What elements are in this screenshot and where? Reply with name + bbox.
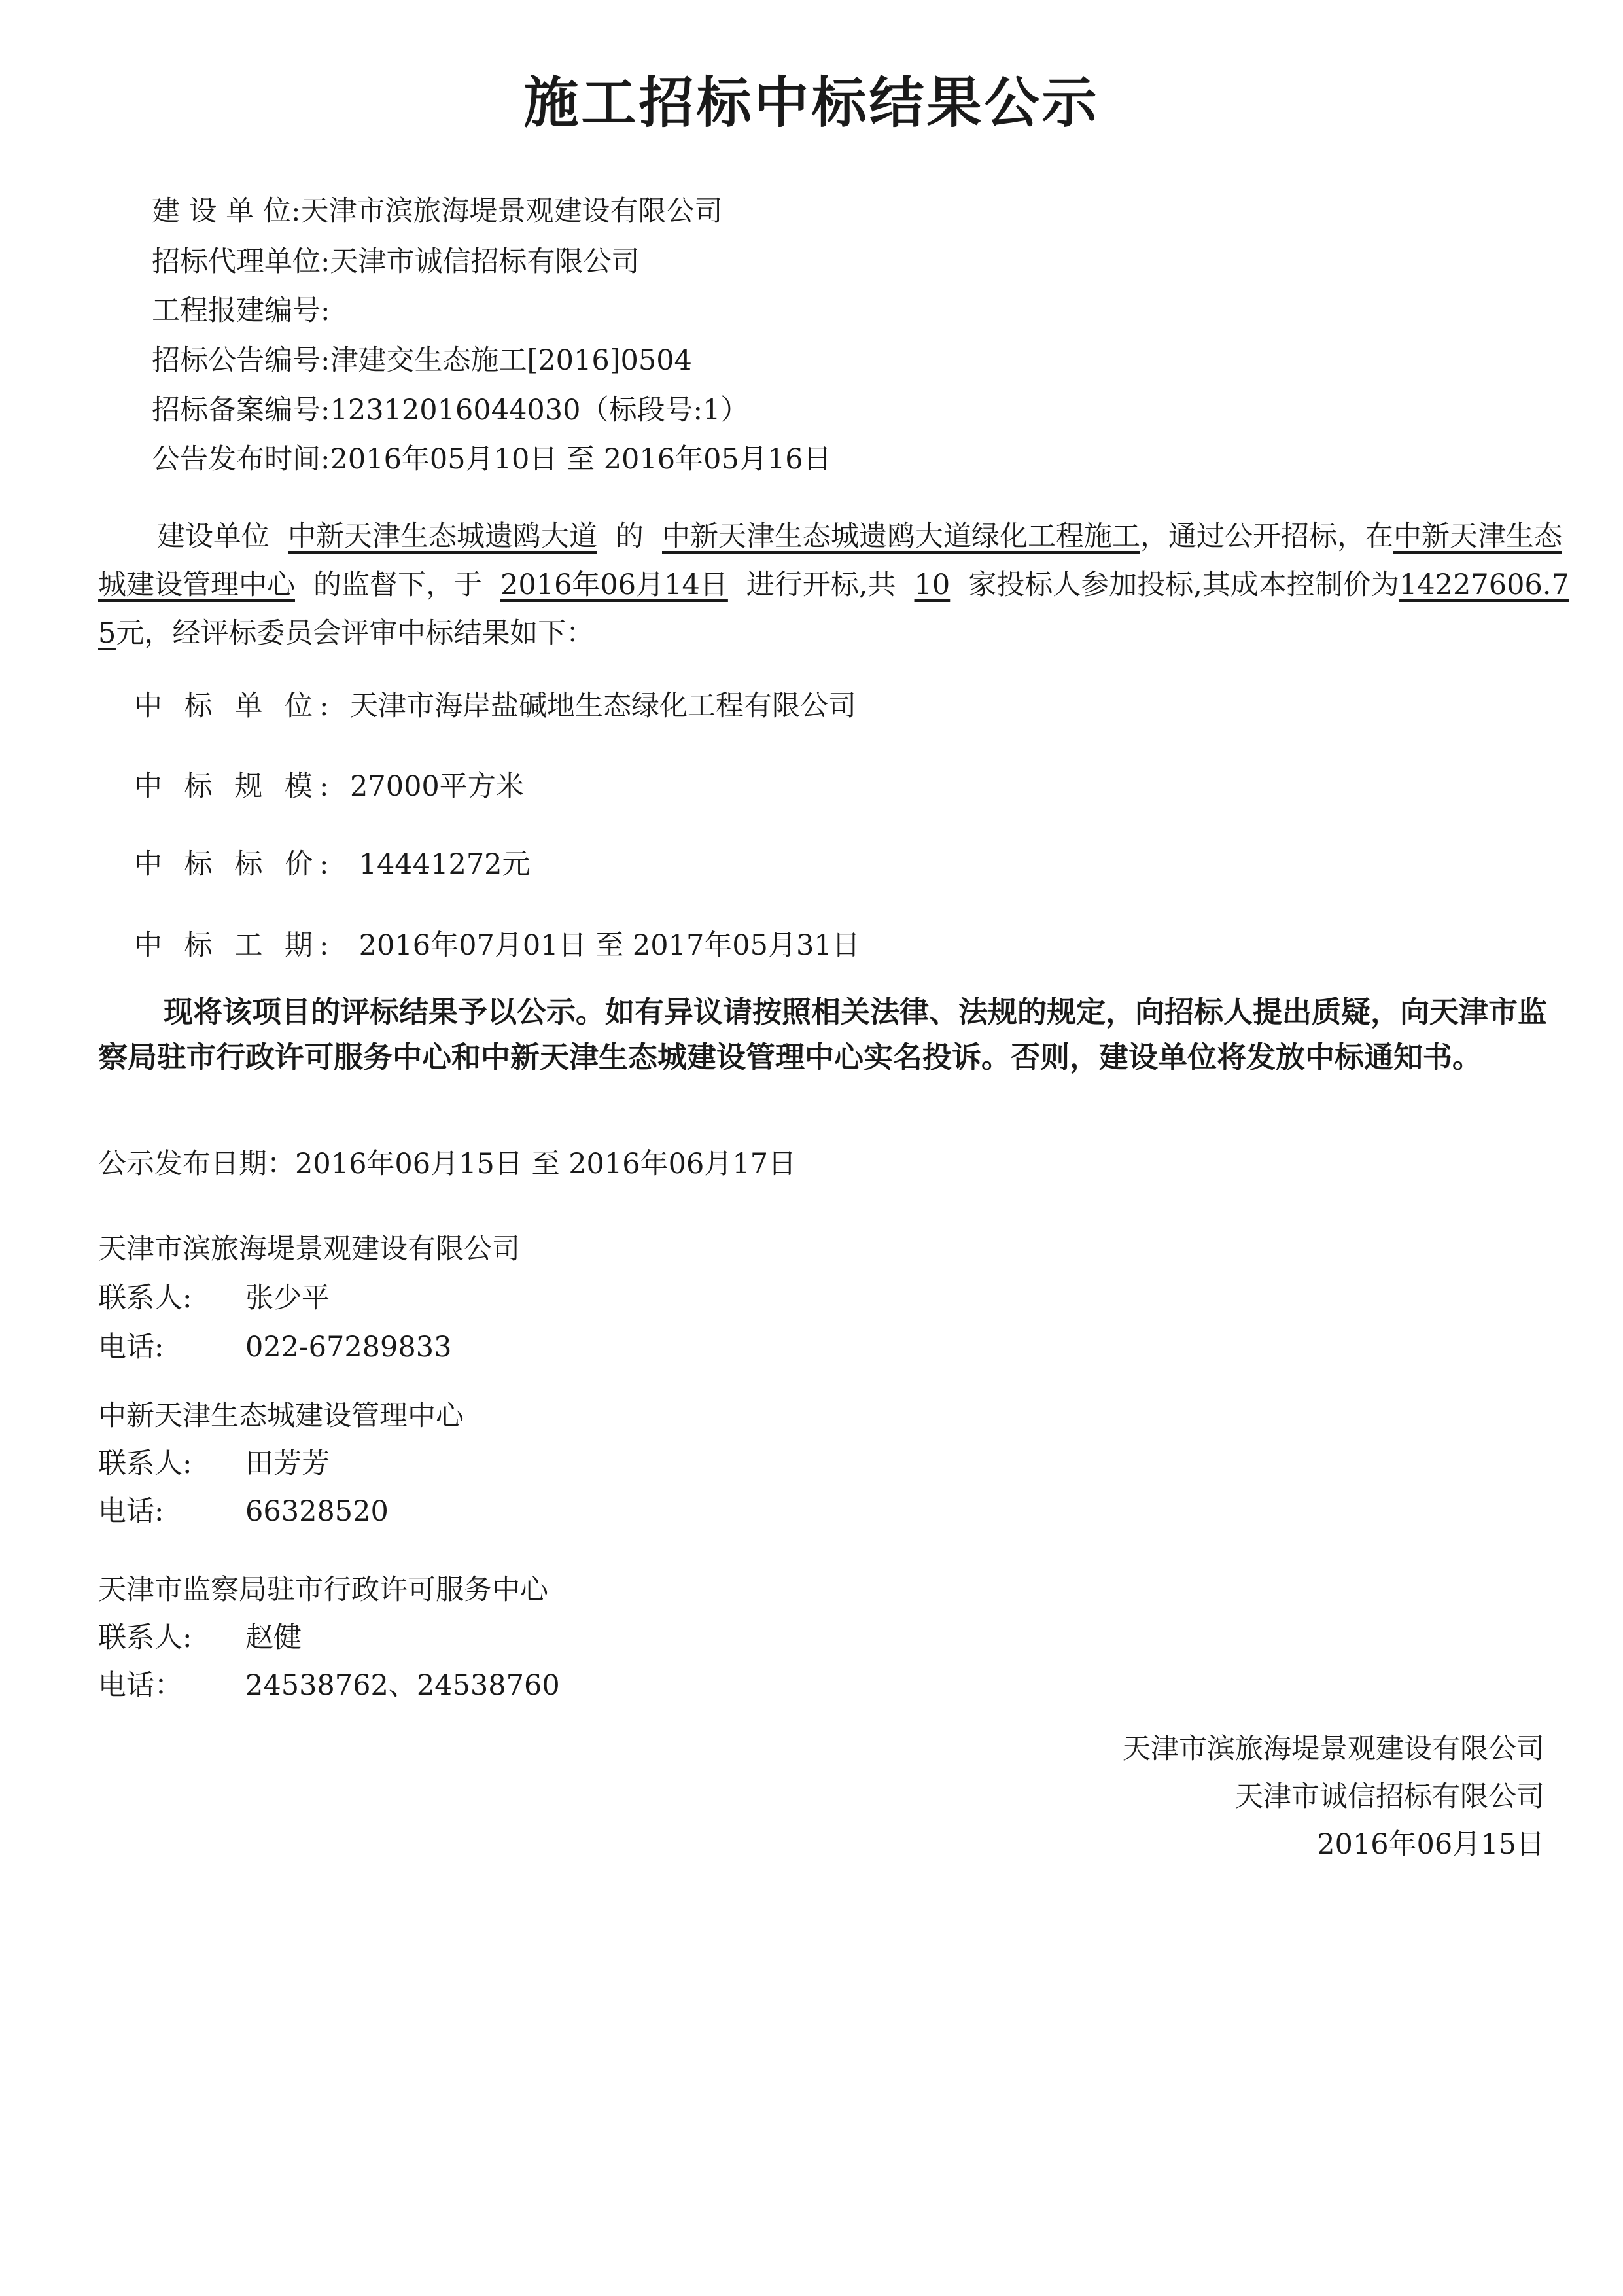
contact-person: 张少平 xyxy=(245,1282,330,1315)
result-label: 中 标 标 价: xyxy=(134,848,336,881)
field-value: 天津市滨旅海堤景观建设有限公司 xyxy=(300,195,723,228)
intro-text: ，通过公开招标，在 xyxy=(1140,520,1393,553)
intro-text: 进行开标,共 xyxy=(746,569,896,601)
contact-block-supervisor xyxy=(98,1392,464,1536)
field-value: 津建交生态施工[2016]0504 xyxy=(330,344,692,377)
result-value: 27000平方米 xyxy=(350,770,524,803)
field-label: 工程报建编号: xyxy=(152,294,330,327)
contact-block-owner xyxy=(98,1225,520,1372)
header-construction-unit xyxy=(152,192,723,231)
result-winner xyxy=(134,684,856,724)
signature-date: 2016年06月15日 xyxy=(1317,1828,1544,1861)
field-label: 建 设 单 位: xyxy=(152,195,301,228)
opening-date: 2016年06月14日 xyxy=(500,569,728,601)
result-value: 天津市海岸盐碱地生态绿化工程有限公司 xyxy=(350,690,856,722)
result-price xyxy=(134,842,531,882)
field-label: 招标备案编号: xyxy=(152,394,330,427)
intro-text: 的 xyxy=(616,520,644,553)
result-label: 中 标 规 模: xyxy=(134,770,336,803)
owner-unit: 中新天津生态城遗鸥大道 xyxy=(288,520,597,553)
result-label: 中 标 工 期: xyxy=(134,929,336,962)
result-value: 2016年07月01日 至 2017年05月31日 xyxy=(350,929,860,962)
intro-text: 的监督下，于 xyxy=(313,569,482,601)
contact-person-label: 联系人: xyxy=(98,1282,192,1315)
contact-person-label: 联系人: xyxy=(98,1621,192,1654)
contact-block-monitor xyxy=(98,1566,560,1710)
result-label: 中 标 单 位: xyxy=(134,690,336,722)
contact-phone: 24538762、24538760 xyxy=(245,1669,560,1702)
objection-notice: 现将该项目的评标结果予以公示。如有异议请按照相关法律、法规的规定，向招标人提出质疑，向天津市监察局驻市行政许可服务中心和中新天津生态城建设管理中心实名投诉。否则，建设单位将发放中标通知书。 xyxy=(98,995,1548,1074)
field-value: 2016年05月10日 至 2016年05月16日 xyxy=(330,443,831,476)
field-label: 公告发布时间: xyxy=(152,443,330,476)
intro-paragraph xyxy=(98,512,1583,658)
header-registration-no xyxy=(152,291,330,330)
field-label: 招标公告编号: xyxy=(152,344,330,377)
bidder-count: 10 xyxy=(914,569,951,601)
intro-text: 元，经评标委员会评审中标结果如下： xyxy=(116,617,595,650)
supervisor-name: 中新天津生态城建设管理中心 xyxy=(98,520,1562,601)
result-period xyxy=(134,923,860,963)
cost-control-price: 14227606.75 xyxy=(98,569,1569,650)
field-value: 12312016044030（标段号:1） xyxy=(330,394,749,427)
publicity-date: 公示发布日期：2016年06月15日 至 2016年06月17日 xyxy=(98,1148,797,1180)
contact-org: 天津市监察局驻市行政许可服务中心 xyxy=(98,1574,548,1606)
intro-text: 家投标人参加投标,其成本控制价为 xyxy=(968,569,1399,601)
header-agency xyxy=(152,242,640,281)
contact-person: 赵健 xyxy=(245,1621,302,1654)
contact-phone-label: 电话: xyxy=(98,1331,164,1364)
page-title: 施工招标中标结果公示 xyxy=(523,71,1100,135)
result-value: 14441272元 xyxy=(350,848,531,881)
contact-person-label: 联系人: xyxy=(98,1447,192,1480)
contact-phone-label: 电话: xyxy=(98,1495,164,1528)
contact-org: 天津市滨旅海堤景观建设有限公司 xyxy=(98,1233,520,1265)
intro-text: 建设单位 xyxy=(157,520,270,553)
field-label: 招标代理单位: xyxy=(152,245,330,278)
project-name: 中新天津生态城遗鸥大道绿化工程施工 xyxy=(662,520,1140,553)
contact-phone: 022-67289833 xyxy=(245,1331,452,1364)
field-value: 天津市诚信招标有限公司 xyxy=(330,245,640,278)
header-announcement-no xyxy=(152,341,692,380)
result-scale xyxy=(134,764,524,804)
signature-org-owner: 天津市滨旅海堤景观建设有限公司 xyxy=(1123,1733,1544,1765)
contact-org: 中新天津生态城建设管理中心 xyxy=(98,1400,464,1432)
contact-person: 田芳芳 xyxy=(245,1447,330,1480)
contact-phone-label: 电话： xyxy=(98,1669,183,1702)
header-filing-no xyxy=(152,391,748,430)
signature-org-agency: 天津市诚信招标有限公司 xyxy=(1235,1780,1544,1813)
signature-block xyxy=(1123,1725,1544,1869)
contact-phone: 66328520 xyxy=(245,1495,389,1528)
header-publish-time xyxy=(152,440,831,479)
